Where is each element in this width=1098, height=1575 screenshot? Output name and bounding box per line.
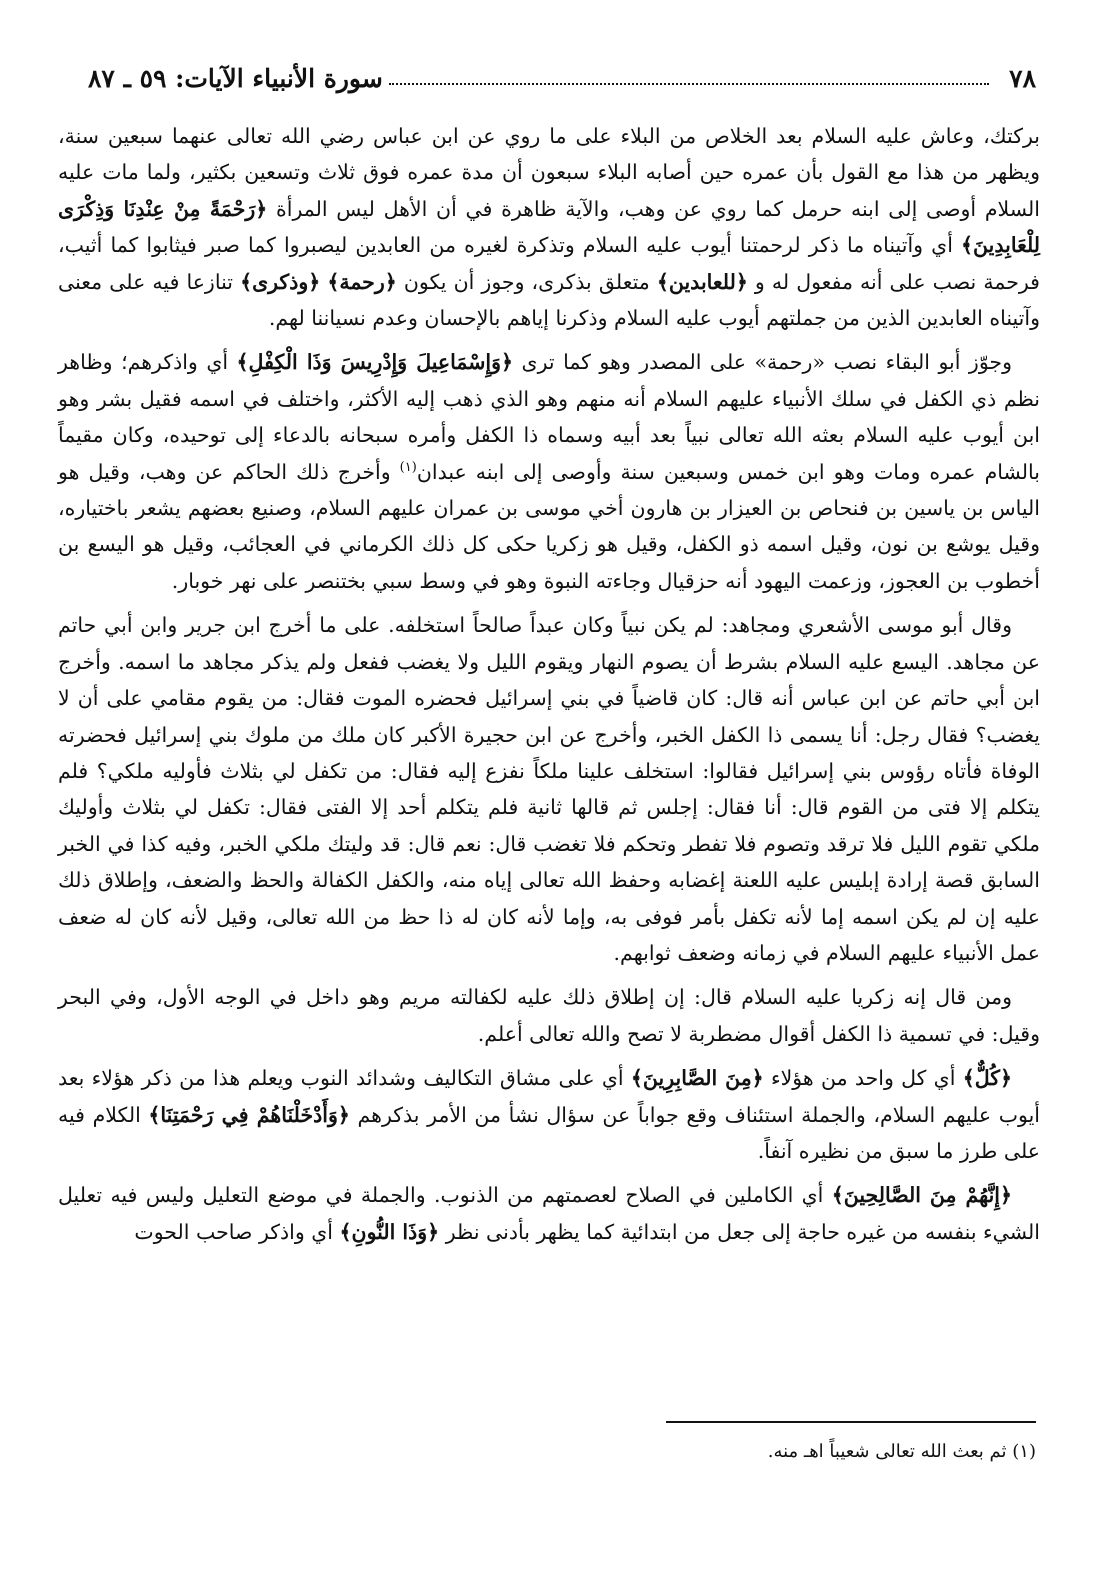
text-run: تنازعا فيه على معنى وآتيناه العابدين الذين من جملتهم أيوب عليه السلام وذكرنا إياهم بالإحسان وعدم نسياننا لهم. (58, 269, 1040, 331)
quran-quote: ﴿وَذَا النُّونِ﴾ (339, 1219, 440, 1244)
footnote-divider (666, 1421, 1036, 1423)
text-run: أي على مشاق التكاليف وشدائد النوب ويعلم هذا من ذكر هؤلاء بعد أيوب عليهم السلام، والجملة استئناف وقع جواباً عن سؤال نشأ من الأمر بذكرهم (58, 1066, 1040, 1127)
quran-quote: ﴿وذكرى﴾ (240, 269, 321, 294)
quran-quote: ﴿وَإِسْمَاعِيلَ وَإِدْرِيسَ وَذَا الْكِفْلِ﴾ (236, 350, 514, 375)
text-run: متعلق بذكرى، وجوز أن يكون (396, 269, 657, 294)
body-text (58, 118, 1040, 1258)
footnote-mark: (١) (1012, 1441, 1036, 1462)
quran-quote: ﴿إِنَّهُمْ مِنَ الصَّالِحِينَ﴾ (831, 1183, 1012, 1208)
quran-quote: ﴿وَأَدْخَلْنَاهُمْ فِي رَحْمَتِنَا﴾ (148, 1102, 350, 1127)
text-run: أي واذكر صاحب الحوت (134, 1219, 340, 1244)
text-run: ومن قال إنه زكريا عليه السلام قال: إن إطلاق ذلك عليه لكفالته مريم وهو داخل في الوجه الأول، وفي البحر وقيل: في تسمية ذا الكفل أقوال مضطربة لا تصح والله تعالى أعلم. (58, 985, 1040, 1046)
footnote (58, 1438, 1036, 1466)
paragraph (58, 979, 1040, 1052)
page-header (88, 58, 1036, 98)
text-run: أي وآتيناه ما ذكر لرحمتنا أيوب عليه السلام وتذكرة لغيره من العابدين ليصبروا كما صبر فيثابوا كما أثيب، فرحمة نصب على أنه مفعول له و (58, 233, 1040, 294)
paragraph (58, 118, 1040, 336)
quran-quote: ﴿كُلٌّ﴾ (962, 1066, 1012, 1091)
paragraph (58, 607, 1040, 971)
text-run: أي واذكرهم؛ وظاهر نظم ذي الكفل في سلك الأنبياء عليهم السلام أنه منهم وهو الذي ذهب إليه الأكثر، واختلف في اسمه فقيل بشر وهو ابن أيوب عليه السلام بعثه الله تعالى نبياً بعد أبيه وسماه ذا الكفل وأمره سبحانه بالدعاء إلى توحيده، وكان مقيماً بالشام عمره ومات وهو ابن خمس وسبعين سنة وأوصى إلى ابنه عبدان (58, 350, 1041, 484)
text-run: وقال أبو موسى الأشعري ومجاهد: لم يكن نبياً وكان عبداً صالحاً استخلفه. على ما أخرج ابن جرير وابن أبي حاتم عن مجاهد. اليسع عليه السلام بشرط أن يصوم النهار ويقوم الليل ولا يغضب ففعل ولم يذكر مجاهد ما اسمه. وأخرج ابن أبي حاتم عن ابن عباس أنه قال: كان قاضياً في بني إسرائيل فحضره الموت فقال: من يقوم مقامي على أن لا يغضب؟ فقال رجل: أنا يسمى ذا الكفل الخبر، وأخرج عن ابن حجيرة الأكبر كان ملك من ملوك بني إسرائيل فحضرته الوفاة فأتاه رؤوس بني إسرائيل فقالوا: استخلف علينا ملكاً نفزع إليه فقال: من تكفل لي بثلاث فأوليه ملكي؟ فلم يتكلم إلا فتى من القوم قال: أنا فقال: إجلس ثم قالها ثانية فلم يتكلم أحد إلا الفتى فقال: تكفل لي بثلاث وأوليك ملكي تقوم الليل فلا ترقد وتصوم فلا تفطر وتحكم فلا تغضب قال: نعم قال: قد وليتك ملكي الخبر، وفيه كذا في الخبر السابق قصة إرادة إبليس عليه اللعنة إغضابه وحفظ الله تعالى إياه منه، والكفل الكفالة والحظ والضعف، وإطلاق ذلك عليه إن لم يكن اسمه إما لأنه تكفل بأمر فوفى به، وإما لأنه كان له ذا حظ من الله تعالى، وقيل لأنه كان له ضعف عمل الأنبياء عليهم السلام في زمانه وضعف ثوابهم. (58, 613, 1040, 965)
text-run: بركتك، وعاش عليه السلام بعد الخلاص من البلاء على ما روي عن ابن عباس رضي الله تعالى عنهما سبعين سنة، ويظهر من هذا مع القول بأن عمره حين أصابه البلاء سبعون أن مدة عمره فوق ثلاث وتسعين بكثير، ولما مات عليه السلام أوصى إلى ابنه حرمل كما روي عن وهب، والآية ظاهرة في أن الأهل ليس المرأة (58, 124, 1040, 221)
quran-quote: ﴿رحمة﴾ (327, 269, 397, 294)
text-run: أي كل واحد من هؤلاء (763, 1066, 963, 1091)
page-number: ٧٨ (1009, 63, 1036, 93)
paragraph (58, 1177, 1040, 1250)
quran-quote: ﴿مِنَ الصَّابِرِينَ﴾ (630, 1066, 764, 1091)
running-title: سورة الأنبياء الآيات: ٥٩ ـ ٨٧ (88, 63, 383, 93)
text-run: وأخرج ذلك الحاكم عن وهب، وقيل هو الياس بن ياسين بن فنحاص بن العيزار بن هارون أخي موسى بن عمران عليهم السلام، وصنيع بعضهم يشعر باختياره، وقيل يوشع بن نون، وقيل اسمه ذو الكفل، وقيل هو زكريا حكى كل ذلك الكرماني في العجائب، وقيل هو اليسع بن أخطوب بن العجوز، وزعمت اليهود أنه حزقيال وجاءته النبوة وهو في وسط سبي بختنصر على نهر خوبار. (58, 459, 1041, 593)
quran-quote: ﴿رَحْمَةً مِنْ عِنْدِنَا وَذِكْرَى لِلْعَابِدِينَ﴾ (58, 196, 1040, 258)
footnote-text: ثم بعث الله تعالى شعيباً اهـ منه. (767, 1441, 1007, 1462)
quran-quote: ﴿للعابدين﴾ (656, 269, 748, 294)
text-run: الكلام فيه على طرز ما سبق من نظيره آنفاً. (58, 1102, 1040, 1163)
text-run: وجوّز أبو البقاء نصب «رحمة» على المصدر وهو كما ترى (513, 350, 1012, 375)
text-run: أي الكاملين في الصلاح لعصمتهم من الذنوب. والجملة في موضع التعليل وليس فيه تعليل الشيء بنفسه من غيره حاجة إلى جعل من ابتدائية كما يظهر بأدنى نظر (58, 1183, 1040, 1244)
footnote-reference: (١) (399, 459, 417, 475)
paragraph (58, 1060, 1040, 1169)
paragraph (58, 344, 1040, 599)
header-leader-dots (389, 83, 989, 85)
